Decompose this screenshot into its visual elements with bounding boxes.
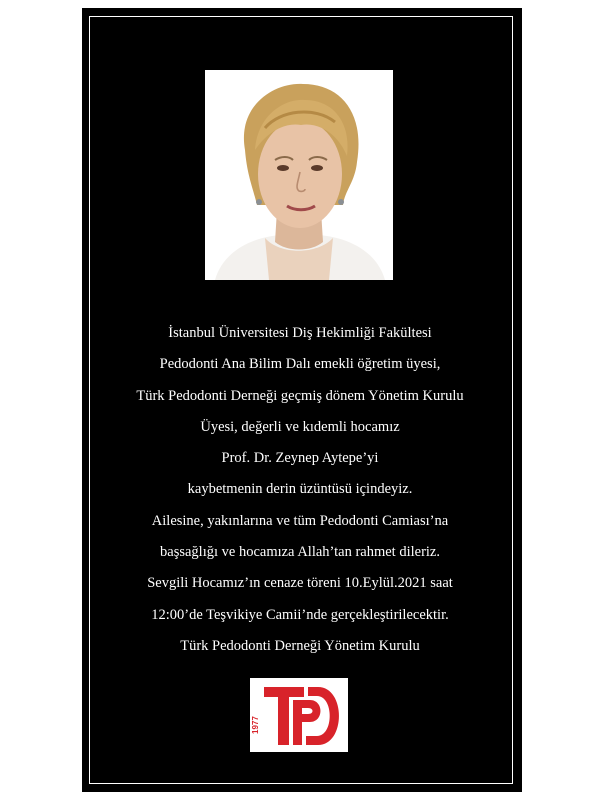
notice-line-3: Türk Pedodonti Derneği geçmiş dönem Yönetim Kurulu	[136, 387, 464, 404]
notice-line-4: Üyesi, değerli ve kıdemli hocamız	[200, 418, 400, 435]
logo-year: 1977	[251, 716, 260, 734]
notice-signature: Türk Pedodonti Derneği Yönetim Kurulu	[180, 637, 420, 654]
portrait-photo	[205, 70, 393, 280]
notice-line-9: Sevgili Hocamız’ın cenaze töreni 10.Eylül.2021 saat	[147, 575, 453, 592]
obituary-text	[100, 318, 500, 662]
notice-line-10: 12:00’de Teşvikiye Camii’nde gerçekleştirilecektir.	[151, 606, 449, 623]
notice-line-7: Ailesine, yakınlarına ve tüm Pedodonti Camiası’na	[151, 512, 449, 529]
notice-line-1: İstanbul Üniversitesi Diş Hekimliği Fakültesi	[168, 325, 432, 341]
notice-line-2: Pedodonti Ana Bilim Dalı emekli öğretim üyesi,	[159, 356, 441, 373]
notice-line-6: kaybetmenin derin üzüntüsü içindeyiz.	[187, 481, 413, 498]
notice-line-8: başsağlığı ve hocamıza Allah’tan rahmet dileriz.	[160, 544, 440, 561]
notice-line-5-name: Prof. Dr. Zeynep Aytepe’yi	[221, 450, 379, 467]
tpd-logo	[250, 678, 348, 752]
